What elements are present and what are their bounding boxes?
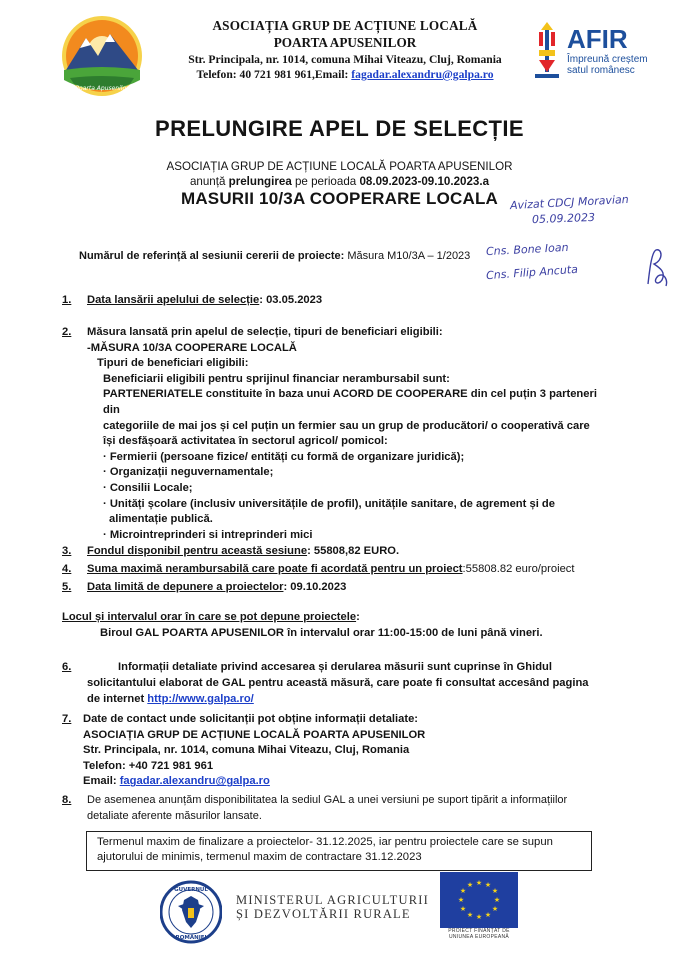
svg-text:★: ★ [466, 881, 474, 889]
item-7-number: 7. [62, 713, 72, 725]
gal-logo-caption: Poarta Apusenilor [75, 85, 129, 92]
location-label: Locul și intervalul orar în care se pot depune proiectele: [62, 611, 360, 623]
afir-motif-icon [535, 22, 559, 78]
item-2-bullet-4b: alimentație publică. [109, 513, 213, 526]
item-6-line-3: de internet http://www.galpa.ro/ [87, 693, 254, 705]
item-6-number: 6. [62, 661, 72, 673]
svg-text:★: ★ [491, 905, 499, 913]
item-7 [83, 712, 425, 790]
item-8-number: 8. [62, 794, 72, 806]
seal-top-text: GUVERNUL [174, 887, 208, 893]
item-2-measure: -MĂSURA 10/3A COOPERARE LOCALĂ [87, 341, 297, 354]
item-7-line-3: Str. Principala, nr. 1014, comuna Mihai Viteazu, Cluj, Romania [83, 744, 410, 757]
item-3: Fondul disponibil pentru această sesiune: 55808,82 EURO. [87, 545, 400, 557]
header-block [150, 18, 540, 81]
item-7-line-4: Telefon: +40 721 981 961 [83, 759, 214, 772]
item-2-label: Măsura lansată prin apelul de selecție, tipuri de beneficiari eligibili: [87, 326, 443, 338]
item-8 [87, 793, 567, 824]
item-8-line-1: De asemenea anunțăm disponibilitatea la sediul GAL a unei versiuni pe suport tipărit a informațiilor [87, 794, 568, 806]
item-7-line-1: Date de contact unde solicitanții pot obține informații detaliate: [83, 713, 419, 725]
subtitle-announce: anunță prelungirea pe perioada 08.09.2023-09.10.2023.a [189, 175, 490, 188]
item-2-para-3: își desfășoară activitatea în sectorul agricol/ pomicol: [103, 435, 388, 448]
afir-name: AFIR [567, 24, 628, 54]
afir-logo [535, 22, 661, 84]
org-subname: POARTA APUSENILOR [273, 35, 417, 50]
item-1-value: : 03.05.2023 [259, 294, 323, 306]
org-phone: Telefon: 40 721 981 961,Email: [196, 68, 352, 81]
location-value: Biroul GAL POARTA APUSENILOR în intervalul orar 11:00-15:00 de luni până vineri. [100, 627, 543, 639]
ministry-line-2: ȘI DEZVOLTĂRII RURALE [236, 907, 411, 921]
svg-text:★: ★ [466, 911, 474, 919]
reference-label: Numărul de referință al sesiunii cererii de proiecte: [79, 250, 345, 262]
handwritten-approval: Avizat CDCJ Moravian [509, 192, 630, 213]
item-1 [87, 293, 322, 309]
handwritten-name-1: Cns. Bone Ioan [485, 240, 569, 259]
org-address: Str. Principala, nr. 1014, comuna Mihai Viteazu, Cluj, Romania [188, 53, 502, 66]
page-title: PRELUNGIRE APEL DE SELECȚIE [155, 116, 524, 141]
item-2-bullet-3: · Consilii Locale; [103, 481, 193, 494]
svg-text:★: ★ [475, 913, 483, 921]
item-7-line-2: ASOCIAȚIA GRUP DE ACȚIUNE LOCALĂ POARTA APUSENILOR [83, 728, 426, 741]
item-2 [87, 325, 607, 543]
svg-text:★: ★ [457, 896, 465, 904]
ministry-name [236, 893, 429, 921]
item-6-line-1: Informații detaliate privind accesarea și derularea măsurii sunt cuprinse în Ghidul [118, 661, 552, 673]
deadline-line-1: Termenul maxim de finalizare a proiectelor- 31.12.2025, iar pentru proiectele care se supun [97, 836, 553, 848]
contact-email-link[interactable]: fagadar.alexandru@galpa.ro [119, 775, 270, 788]
item-2-types: Tipuri de beneficiari eligibili: [97, 357, 249, 370]
item-2-bullet-5: · Microintreprinderi si intreprinderi mici [103, 528, 313, 541]
deadline-line-2: ajutorului de minimis, termenul maxim de contractare 31.12.2023 [97, 851, 422, 863]
item-5-number: 5. [62, 581, 72, 593]
gal-logo [60, 14, 144, 98]
svg-text:★: ★ [484, 911, 492, 919]
item-7-line-5: Email: fagadar.alexandru@galpa.ro [83, 775, 270, 788]
deadline-box [86, 831, 592, 871]
item-5: Data limită de depunere a proiectelor: 09.10.2023 [87, 581, 347, 593]
item-2-para-2: categoriile de mai jos și cel puțin un fermier sau un grup de producători/ o cooperativă care [103, 419, 590, 432]
government-seal-icon [160, 876, 222, 948]
afir-tagline-2: satul românesc [567, 65, 635, 76]
svg-text:★: ★ [493, 896, 501, 904]
item-3-number: 3. [62, 545, 72, 557]
eu-flag-icon [440, 872, 518, 928]
item-2-beneficiaries: Beneficiarii eligibili pentru sprijinul financiar nerambursabil sunt: [103, 372, 450, 385]
org-name: ASOCIAȚIA GRUP DE ACȚIUNE LOCALĂ [212, 18, 478, 33]
item-2-bullet-1: · Fermierii (persoane fizice/ entități cu formă de organizare juridică); [103, 450, 465, 463]
item-1-number: 1. [62, 294, 72, 306]
org-contact [150, 68, 540, 81]
item-4-number: 4. [62, 563, 72, 575]
svg-text:★: ★ [484, 881, 492, 889]
svg-text:★: ★ [491, 887, 499, 895]
handwritten-date: 05.09.2023 [531, 210, 596, 227]
item-2-bullet-4a: · Unități școlare (inclusiv universitățile de profil), unitățile sanitare, de agrement și de [103, 497, 555, 510]
item-2-para-1: PARTENERIATELE constituite în baza unui ACORD DE COOPERARE din cel puțin 3 parteneri din [103, 388, 597, 416]
reference-line [79, 250, 470, 262]
reference-value: Măsura M10/3A – 1/2023 [344, 250, 471, 262]
org-email-link[interactable]: fagadar.alexandru@galpa.ro [351, 68, 494, 81]
signature-icon [644, 246, 672, 288]
svg-text:★: ★ [459, 887, 467, 895]
galpa-website-link[interactable]: http://www.galpa.ro/ [147, 693, 254, 705]
subtitle-org: ASOCIAȚIA GRUP DE ACȚIUNE LOCALĂ POARTA APUSENILOR [166, 160, 513, 173]
svg-text:★: ★ [475, 879, 483, 887]
item-1-label: Data lansării apelului de selecție [87, 294, 260, 306]
item-2-number: 2. [62, 326, 72, 338]
handwritten-name-2: Cns. Filip Ancuta [485, 262, 579, 283]
ministry-line-1: MINISTERUL AGRICULTURII [236, 893, 429, 907]
afir-tagline-1: Împreună creștem [567, 54, 648, 65]
eu-caption: PROIECT FINANȚAT DE UNIUNEA EUROPEANĂ [448, 928, 510, 940]
subtitle-measure: MASURII 10/3A COOPERARE LOCALA [180, 189, 499, 208]
svg-text:★: ★ [459, 905, 467, 913]
item-4: Suma maximă nerambursabilă care poate fi acordată pentru un proiect:55808.82 euro/proiect [87, 563, 575, 575]
item-6-line-2: solicitantului elaborat de GAL pentru această măsură, care poate fi consultat accesând pagina [87, 677, 589, 689]
seal-bottom-text: ROMÂNIEI [175, 935, 207, 941]
item-2-bullet-2: · Organizații neguvernamentale; [103, 466, 274, 479]
item-8-line-2: detaliate aferente măsurilor lansate. [87, 809, 262, 822]
